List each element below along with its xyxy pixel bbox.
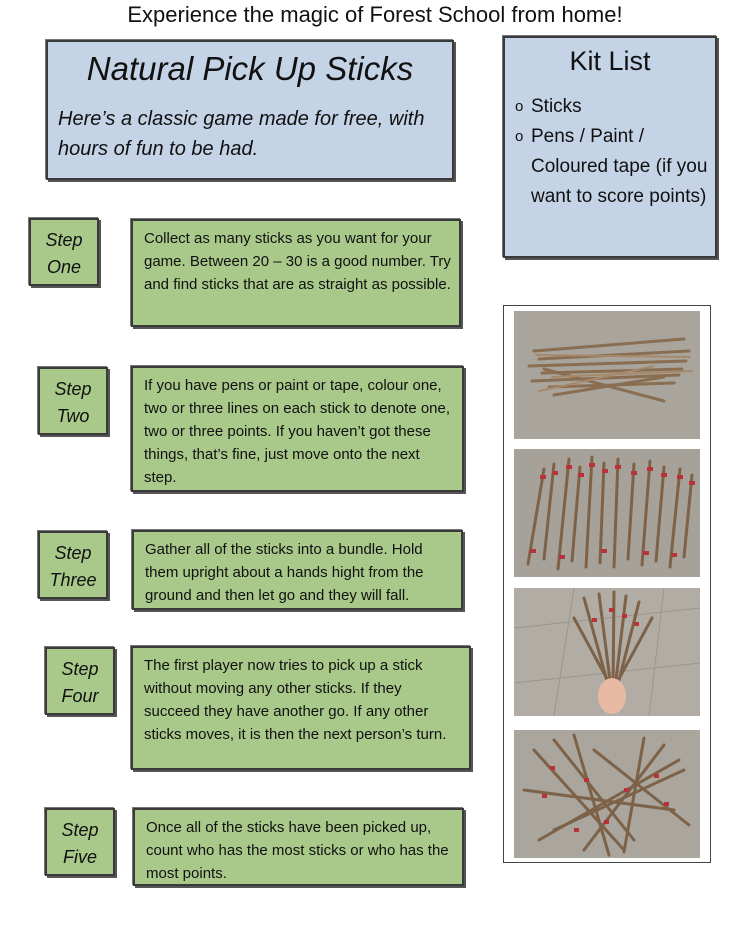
step-word: Step (45, 230, 83, 250)
step-one-label (29, 218, 99, 286)
kit-list-item (515, 92, 711, 122)
step-number: One (46, 257, 82, 277)
kit-item-label: Pens / Paint / Coloured tape (if you want to score points) (531, 126, 708, 207)
step-four-text: The first player now tries to pick up a stick without moving any other sticks. If they succeed they have another go. If any other sticks moves, it is then the next person’s turn. (131, 646, 471, 770)
title-box (46, 40, 454, 180)
step-two-label (38, 367, 108, 435)
step-word: Step (61, 659, 99, 679)
photo-painted-sticks (514, 449, 700, 577)
step-number: Four (61, 686, 99, 706)
intro-text: Here’s a classic game made for free, with hours of fun to be had. (58, 108, 425, 160)
kit-item-label: Sticks (531, 96, 582, 117)
step-word: Step (54, 379, 92, 399)
step-five-label (45, 808, 115, 876)
step-three-label (38, 531, 108, 599)
bullet-icon: o (515, 98, 524, 115)
step-four-label (45, 647, 115, 715)
photo-stick-bundle (514, 588, 700, 716)
step-number: Two (56, 406, 90, 426)
photo-fallen-sticks (514, 730, 700, 858)
step-word: Step (61, 820, 99, 840)
bullet-icon: o (515, 128, 524, 145)
step-word: Step (54, 543, 92, 563)
kit-list-title: Kit List (569, 46, 651, 76)
page-title: Natural Pick Up Sticks (86, 50, 414, 87)
kit-list-item (515, 122, 711, 212)
photo-strip (503, 305, 711, 863)
step-one-text: Collect as many sticks as you want for your game. Between 20 – 30 is a good number. Try and find sticks that are as straight as possible. (131, 219, 461, 327)
step-number: Five (62, 847, 97, 867)
step-three-text: Gather all of the sticks into a bundle. Hold them upright about a hands hight from the ground and then let go and they will fall. (132, 530, 463, 610)
step-number: Three (49, 570, 97, 590)
kit-list-box (503, 36, 717, 258)
step-five-text: Once all of the sticks have been picked up, count who has the most sticks or who has the most points. (133, 808, 464, 886)
photo-stick-pile (514, 311, 700, 439)
page-banner: Experience the magic of Forest School from home! (127, 2, 623, 27)
step-two-text: If you have pens or paint or tape, colour one, two or three lines on each stick to denote one, two or three points. If you haven’t got these things, that’s fine, just move onto the next step. (131, 366, 464, 492)
kit-list (515, 92, 711, 212)
